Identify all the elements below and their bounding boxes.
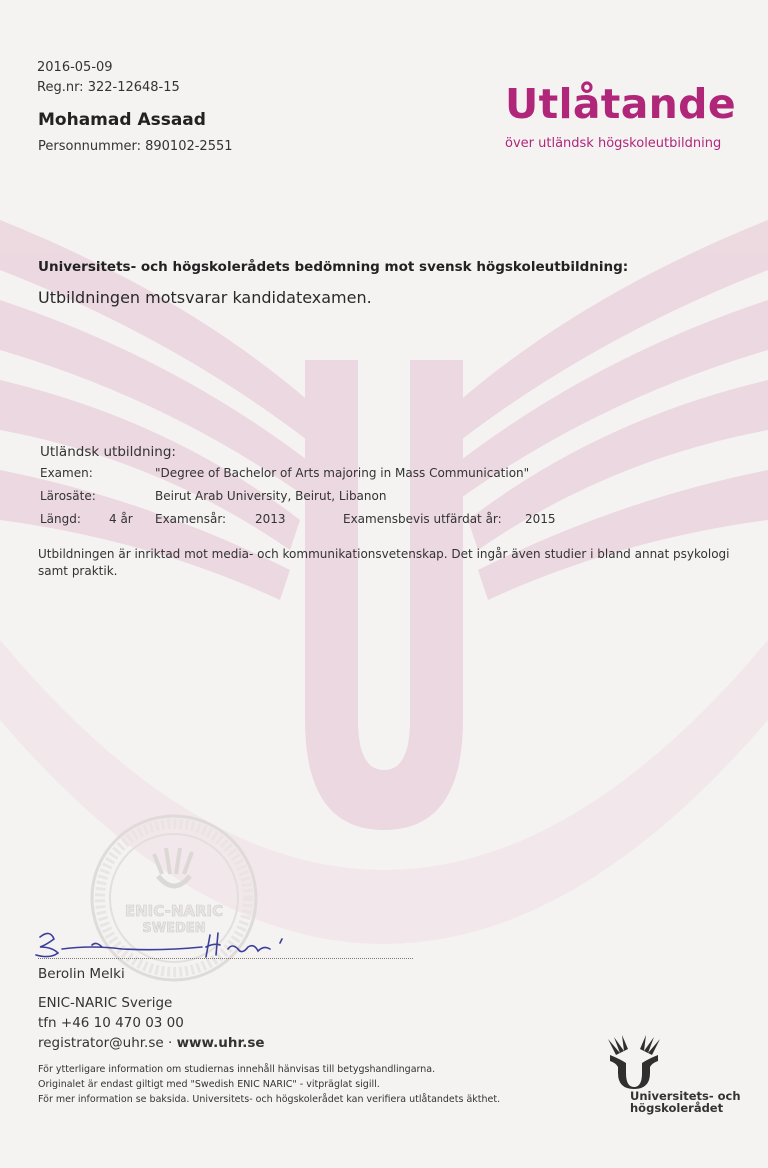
assessment-heading: Universitets- och högskolerådets bedömning mot svensk högskoleutbildning: (38, 259, 629, 275)
organization-name: ENIC-NARIC Sverige (38, 995, 173, 1011)
seal-text-bottom: SWEDEN (142, 921, 206, 936)
signer-name: Berolin Melki (38, 966, 125, 982)
personal-number: Personnummer: 890102-2551 (38, 139, 233, 154)
seal-text-top: ENIC-NARIC (124, 902, 224, 920)
logo-line-1: Universitets- och (630, 1089, 741, 1103)
website-link: www.uhr.se (176, 1035, 265, 1051)
footer-note-3: För mer information se baksida. Universitets- och högskolerådet kan verifiera utlåtandets äkthet. (38, 1094, 501, 1105)
exam-year-label: Examensår: (155, 512, 227, 526)
exam-value: "Degree of Bachelor of Arts majoring in Mass Communication" (155, 466, 530, 480)
handwritten-signature (32, 925, 297, 965)
footer-note-1: För ytterligare information om studiernas innehåll hänvisas till betygshandlingarna. (38, 1064, 436, 1075)
foreign-education-heading: Utländsk utbildning: (40, 444, 176, 460)
certificate-year-label: Examensbevis utfärdat år: (343, 512, 502, 526)
contact-line (38, 1035, 265, 1051)
length-label: Längd: (40, 512, 81, 526)
registration-number: Reg.nr: 322-12648-15 (37, 80, 180, 95)
uhr-logo-icon (606, 1035, 662, 1089)
document-date: 2016-05-09 (37, 60, 113, 75)
institution-label: Lärosäte: (40, 489, 96, 503)
institution-value: Beirut Arab University, Beirut, Libanon (155, 489, 387, 503)
contact-separator: · (163, 1035, 177, 1051)
assessment-text: Utbildningen motsvarar kandidatexamen. (38, 288, 372, 307)
document-title: Utlåtande (505, 80, 736, 128)
email-address: registrator@uhr.se (38, 1035, 164, 1051)
exam-year-value: 2013 (255, 512, 286, 526)
logo-line-2: högskolerådet (630, 1101, 724, 1115)
phone-number: tfn +46 10 470 03 00 (38, 1015, 184, 1031)
uhr-logo-text (630, 1090, 741, 1114)
exam-label: Examen: (40, 466, 93, 480)
certificate-year-value: 2015 (525, 512, 556, 526)
length-value: 4 år (109, 512, 133, 526)
document-subtitle: över utländsk högskoleutbildning (505, 136, 722, 151)
education-description: Utbildningen är inriktad mot media- och kommunikationsvetenskap. Det ingår även studier i bland annat psykologi samt praktik. (38, 547, 730, 578)
applicant-name: Mohamad Assaad (38, 110, 206, 130)
footer-note-2: Originalet är endast giltigt med "Swedish ENIC NARIC" - vitpräglat sigill. (38, 1079, 380, 1090)
